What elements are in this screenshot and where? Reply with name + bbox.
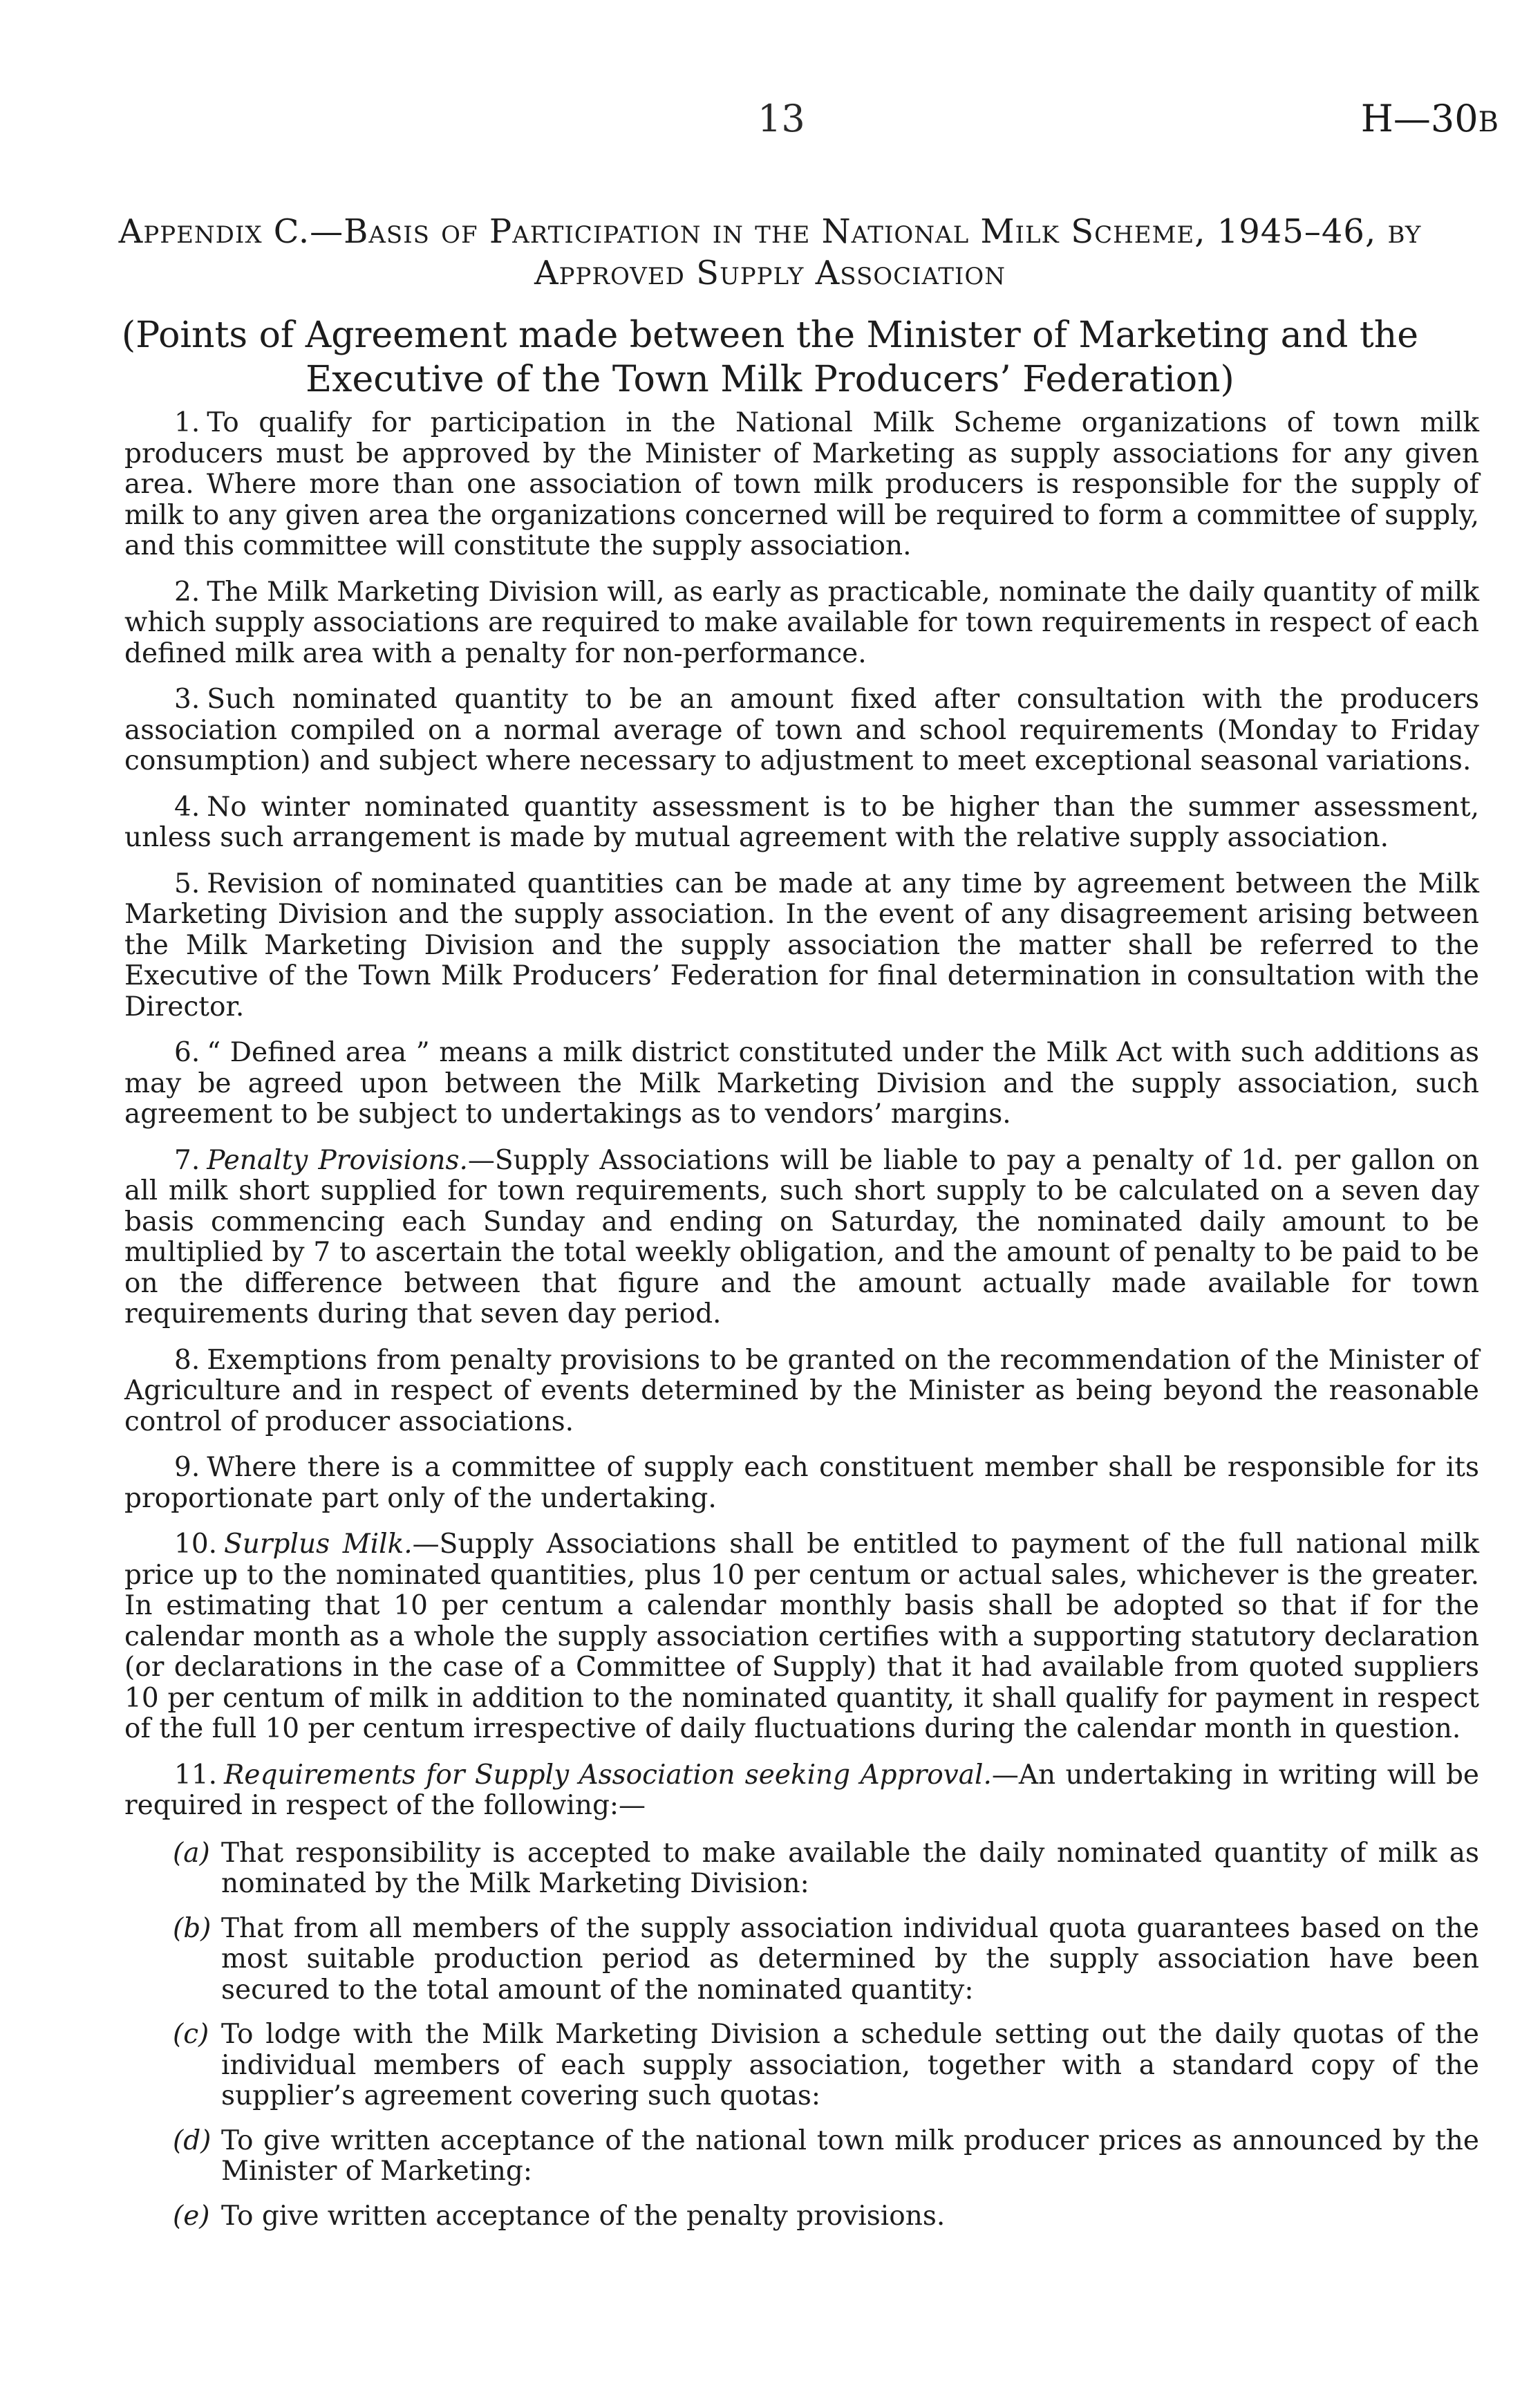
paragraph-number: 1. [174,407,200,438]
paragraph-number: 4. [174,791,200,823]
item-letter: (d) [173,2125,212,2156]
paragraph-number: 2. [174,576,200,608]
paragraph-4 [124,792,1479,854]
list-item [124,1838,1479,1900]
paragraph-7 [124,1146,1479,1330]
item-text: To lodge with the Milk Marketing Division a schedule setting out the daily quotas of the individual members of each supply association, together with a standard copy of the supplier’s agreement covering such quotas: [221,2019,1479,2111]
paragraph-text: To qualify for participation in the National Milk Scheme organizations of town milk producers must be approved by the Minister of Marketing as supply associations for any given area. Where more than one association of town milk producers is responsible for the supply of milk to any given area the organizations concerned will be required to form a committee of supply, and this committee will constitute the supply association. [124,407,1479,561]
item-letter: (c) [173,2019,209,2050]
paragraph-1 [124,408,1479,562]
paragraph-text: “ Defined area ” means a milk district constituted under the Milk Act with such additions as may be agreed upon between the Milk Marketing Division and the supply association, such agreement to be subject to undertakings as to vendors’ margins. [124,1037,1479,1130]
paragraph-2 [124,577,1479,670]
paragraph-text: The Milk Marketing Division will, as early as practicable, nominate the daily quantity of milk which supply associations are required to make available for town requirements in respect of each defined milk area with a penalty for non-performance. [124,576,1479,669]
paragraph-text: Exemptions from penalty provisions to be granted on the recommendation of the Minister of Agriculture and in respect of events determined by the Minister as being beyond the reasonable control of producer associations. [124,1344,1479,1437]
paragraph-heading: Penalty Provisions. [207,1144,468,1176]
paragraph-number: 8. [174,1344,200,1376]
paragraph-number: 7. [174,1144,200,1176]
body-text [124,408,1479,2246]
paragraph-heading: Surplus Milk. [224,1529,413,1560]
item-letter: (e) [173,2200,210,2232]
paragraph-text: No winter nominated quantity assessment is to be higher than the summer assessment, unless such arrangement is made by mutual agreement with the relative supply association. [124,791,1479,853]
document-reference [1361,97,1499,140]
document-reference-main: H—30 [1360,97,1478,140]
item-letter: (b) [173,1912,212,1944]
list-item [124,2201,1479,2232]
paragraph-6 [124,1038,1479,1130]
list-item [124,2126,1479,2187]
paragraph-number: 11. [174,1759,218,1791]
paragraph-text: —An undertaking in writing will be required in respect of the following:— [124,1759,1479,1821]
item-text: To give written acceptance of the penalty provisions. [221,2200,946,2232]
paragraph-number: 10. [174,1529,218,1560]
item-text: That from all members of the supply association individual quota guarantees based on the most suitable production period as determined by the supply association have been secured to the total amount of the nominated quantity: [221,1912,1479,2006]
paragraph-number: 3. [174,684,200,715]
item-text: To give written acceptance of the national town milk producer prices as announced by the Minister of Marketing: [221,2125,1479,2187]
paragraph-heading: Requirements for Supply Association seeking Approval. [224,1759,992,1791]
paragraph-5 [124,869,1479,1023]
paragraph-text: Revision of nominated quantities can be made at any time by agreement between the Milk Marketing Division and the supply association. In the event of any disagreement arising between the Milk Marketing Division and the supply association the matter shall be referred to the Executive of the Town Milk Producers’ Federation for final determination in consultation with the Director. [124,868,1479,1023]
appendix-title: Appendix C.—Basis of Participation in the National Milk Scheme, 1945–46, by Approved Supply Association [118,212,1422,292]
page-number: 13 [758,97,805,140]
paragraph-number: 5. [174,868,200,899]
paragraph-11 [124,1760,1479,1822]
page-header [104,97,1499,152]
paragraph-text: —Supply Associations will be liable to pay a penalty of 1d. per gallon on all milk short supplied for town requirements, such short supply to be calculated on a seven day basis commencing each Sunday and ending on Saturday, the nominated daily amount to be multiplied by 7 to ascertain the total weekly obligation, and the amount of penalty to be paid to be on the difference between that figure and the amount actually made available for town requirements during that seven day period. [124,1144,1479,1329]
item-text: That responsibility is accepted to make available the daily nominated quantity of milk as nominated by the Milk Marketing Division: [221,1837,1479,1899]
requirements-list [124,1838,1479,2232]
paragraph-8 [124,1345,1479,1438]
document-reference-suffix: B [1478,106,1499,138]
paragraph-text: Such nominated quantity to be an amount fixed after consultation with the producers association compiled on a normal average of town and school requirements (Monday to Friday consumption) and subject where necessary to adjustment to meet exceptional seasonal variations. [124,684,1479,776]
paragraph-text: Where there is a committee of supply each constituent member shall be responsible for its proportionate part only of the undertaking. [124,1452,1479,1514]
list-item [124,2019,1479,2112]
paragraph-9 [124,1453,1479,1514]
item-letter: (a) [173,1837,210,1869]
paragraph-number: 6. [174,1037,200,1068]
paragraph-3 [124,684,1479,777]
appendix-subtitle: (Points of Agreement made between the Minister of Marketing and the Executive of the Town Milk Producers’ Federation) [121,315,1419,400]
paragraph-text: —Supply Associations shall be entitled to payment of the full national milk price up to the nominated quantities, plus 10 per centum or actual sales, whichever is the greater. In estimating that 10 per centum a calendar monthly basis shall be adopted so that if for the calendar month as a whole the supply association certifies with a supporting statutory declaration (or declarations in the case of a Committee of Supply) that it had available from quoted suppliers 10 per centum of milk in addition to the nominated quantity, it shall qualify for payment in respect of the full 10 per centum irrespective of daily fluctuations during the calendar month in question. [124,1529,1479,1744]
paragraph-10 [124,1529,1479,1745]
paragraph-number: 9. [174,1452,200,1483]
list-item [124,1914,1479,2006]
title-block [55,211,1485,402]
